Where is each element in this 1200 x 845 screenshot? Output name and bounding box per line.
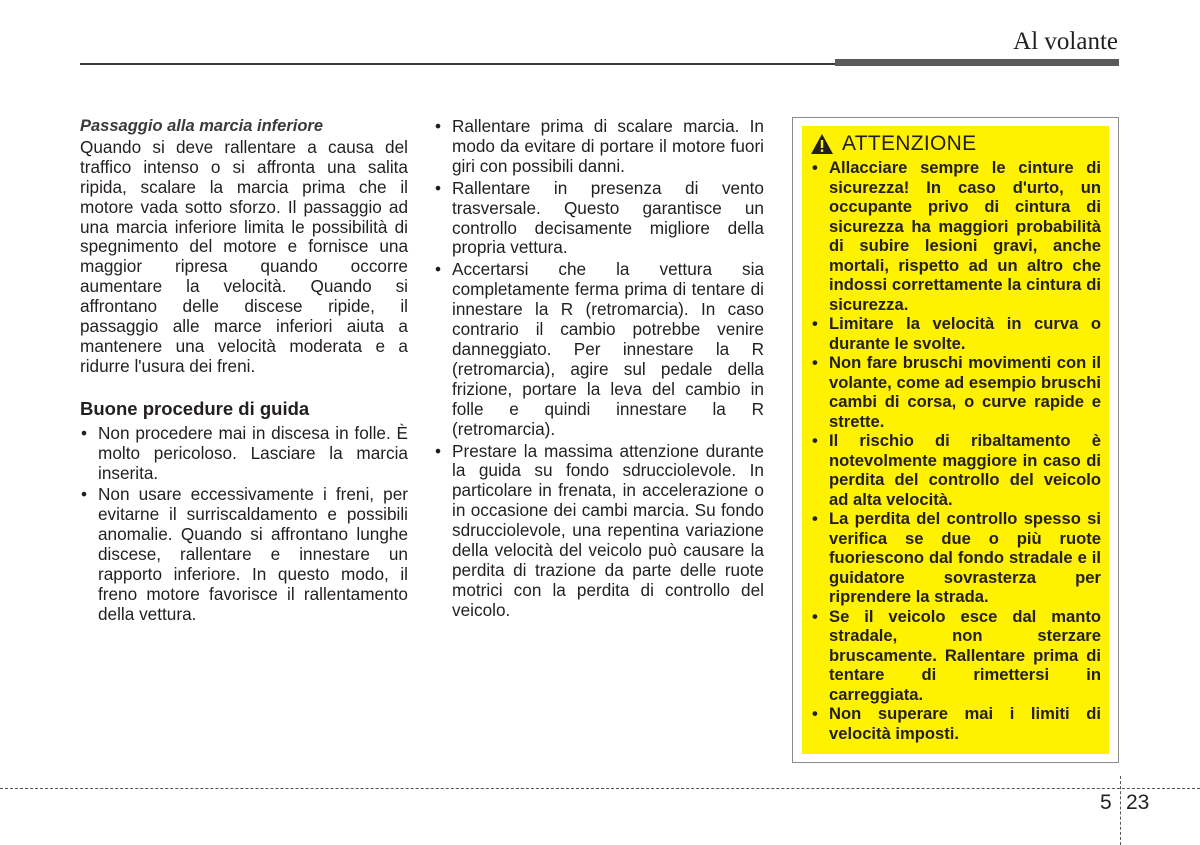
downshift-paragraph: Quando si deve rallentare a causa del traffico intenso o si affronta una salita ripida, scalare la marcia prima che il motore vada sotto sforzo. Il passaggio ad una marcia inferiore limita le possibilità di spegnimento del motore e fornisce una maggior ripresa quando occorre aumentare la velocità. Quando si affrontano delle discese ripide, il passaggio alle marce inferiori aiuta a mantenere una velocità moderata e a ridurre l'usura dei freni. — [80, 136, 408, 376]
left-column — [80, 117, 408, 627]
list-item: • Rallentare in presenza di vento trasversale. Questo garantisce un controllo decisamente migliore della propria vettura. — [434, 179, 764, 259]
list-item: • Rallentare prima di scalare marcia. In modo da evitare di portare il motore fuori giri con possibili danni. — [434, 117, 764, 177]
downshift-subheading: Passaggio alla marcia inferiore — [80, 117, 324, 135]
warning-item: • Se il veicolo esce dal manto stradale, non sterzare bruscamente. Rallentare prima di tentare di rimettersi in carreggiata. — [810, 607, 1101, 705]
warning-triangle-icon — [810, 133, 834, 155]
page-header-title: Al volante — [1013, 28, 1118, 55]
driving-tips-list — [434, 117, 764, 621]
warning-item: • Non fare bruschi movimenti con il volante, come ad esempio bruschi cambi di corsa, o curve rapide e strette. — [810, 353, 1101, 431]
good-driving-heading: Buone procedure di guida — [80, 397, 310, 419]
footer-divider — [1120, 776, 1121, 845]
warning-panel — [802, 126, 1109, 754]
warning-item: • La perdita del controllo spesso si verifica se due o più ruote fuoriescono dal fondo stradale e il guidatore sovrasterza per riprendere la strada. — [810, 509, 1101, 607]
warning-item: • Allacciare sempre le cinture di sicurezza! In caso d'urto, un occupante privo di cintura di sicurezza ha maggiori probabilità di subire lesioni gravi, anche mortali, rispetto ad un altro che indossi correttamente la cintura di sicurezza. — [810, 158, 1101, 314]
header-rule-thick — [835, 59, 1119, 66]
warning-item: • Non superare mai i limiti di velocità imposti. — [810, 704, 1101, 743]
list-item: • Non usare eccessivamente i freni, per evitarne il surriscaldamento e possibili anomalie. Quando si affrontano lunghe discese, rallentare e innestare un rapporto inferiore. In questo modo, il freno motore favorisce il rallentamento della vettura. — [80, 485, 408, 624]
footer-dashed-line — [0, 788, 1200, 789]
warning-list — [810, 158, 1101, 743]
warning-item: • Limitare la velocità in curva o durante le svolte. — [810, 314, 1101, 353]
list-item: • Prestare la massima attenzione durante la guida su fondo sdrucciolevole. In particolare in frenata, in accelerazione o in occasione dei cambi marcia. Su fondo sdrucciolevole, una repentina variazione della velocità del veicolo può causare la perdita di trazione da parte delle ruote motrici con la perdita di controllo del veicolo. — [434, 442, 764, 621]
chapter-number: 5 — [1100, 791, 1112, 814]
middle-column — [434, 117, 764, 623]
list-item: • Accertarsi che la vettura sia completamente ferma prima di tentare di innestare la R (retromarcia). In caso contrario il cambio potrebbe venire danneggiato. Per innestare la R (retromarcia), agire sul pedale della frizione, portare la leva del cambio in folle e quindi innestare la R (retromarcia). — [434, 260, 764, 439]
header-rule-thin — [80, 63, 840, 65]
warning-title-row — [810, 132, 1101, 156]
warning-title: ATTENZIONE — [842, 132, 977, 155]
page-number: 23 — [1126, 791, 1150, 814]
list-item: • Non procedere mai in discesa in folle. È molto pericoloso. Lasciare la marcia inserita. — [80, 424, 408, 484]
warning-item: • Il rischio di ribaltamento è notevolmente maggiore in caso di perdita del controllo del veicolo ad alta velocità. — [810, 431, 1101, 509]
good-driving-list — [80, 424, 408, 625]
warning-box — [792, 117, 1119, 763]
